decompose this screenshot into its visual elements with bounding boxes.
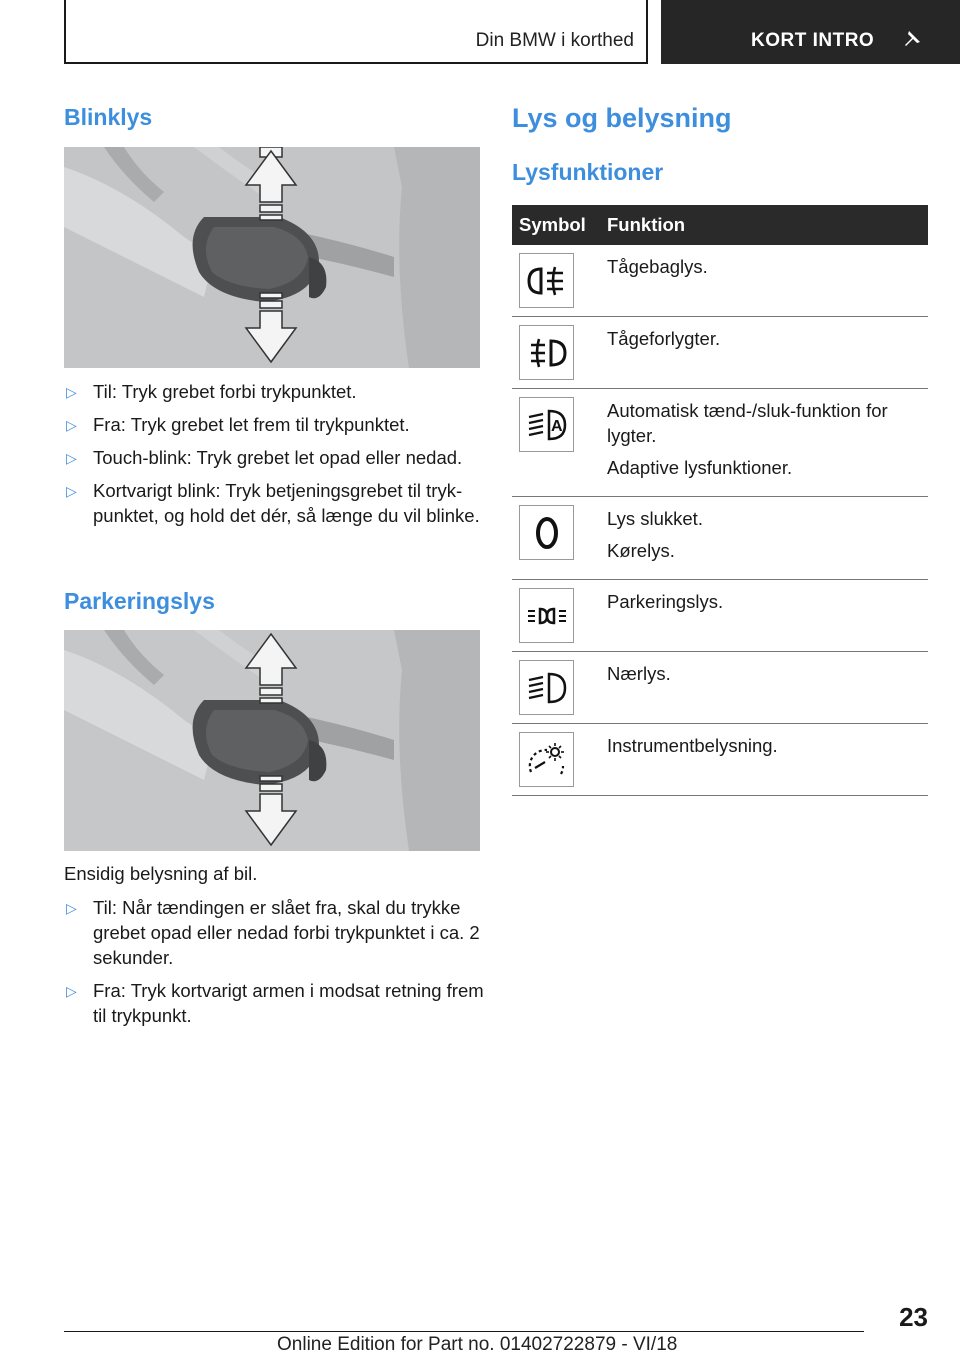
light-functions-table	[512, 205, 928, 796]
subsection-title: Lysfunktioner	[512, 159, 664, 185]
parking-light-lever-image	[64, 630, 480, 851]
table-header-row	[512, 205, 928, 245]
list-item: ▷ Til: Tryk grebet forbi trykpunktet.	[64, 379, 484, 404]
header-right-box	[661, 0, 960, 64]
header-left-box	[64, 0, 648, 64]
low-beam-icon	[519, 660, 574, 715]
page-number: 23	[899, 1302, 928, 1332]
automatic-headlight-icon	[519, 397, 574, 452]
lights-off-icon	[519, 505, 574, 560]
svg-text:A: A	[550, 417, 563, 435]
list-item: ▷ Fra: Tryk grebet let frem til trykpunktet.	[64, 412, 484, 437]
bullet-triangle-icon: ▷	[66, 417, 77, 433]
table-row: Tågeforlygter.	[512, 317, 928, 389]
table-row: Nærlys.	[512, 652, 928, 724]
instrument-lighting-icon	[519, 732, 574, 787]
section-title-blinklys: Blinklys	[64, 104, 153, 130]
footer-edition: Online Edition for Part no. 01402722879 - VI/18	[277, 1334, 678, 1355]
table-row: Tågebaglys.	[512, 245, 928, 317]
list-item: ▷ Til: Når tændingen er slået fra, skal du trykke grebet opad eller nedad forbi trykpunktet i ca. 2 sekunder.	[66, 897, 480, 968]
bullet-triangle-icon: ▷	[66, 983, 77, 999]
blinklys-list	[64, 379, 484, 536]
table-row: Instrumentbelysning.	[512, 724, 928, 796]
turn-signal-lever-image	[64, 147, 480, 368]
list-item: ▷ Kortvarigt blink: Tryk betjeningsgrebet til tryk-punktet, og hold det dér, så længe du vil blinke.	[66, 480, 480, 526]
parking-light-icon	[519, 588, 574, 643]
column-header-symbol: Symbol	[512, 205, 607, 245]
section-tab-title: KORT INTRO	[751, 30, 875, 51]
rear-fog-light-icon	[519, 253, 574, 308]
table-row: Parkeringslys.	[512, 580, 928, 652]
parkeringslys-list	[64, 895, 484, 1036]
page-title: Lys og belysning	[512, 103, 732, 133]
bullet-triangle-icon: ▷	[66, 483, 77, 499]
bullet-triangle-icon: ▷	[66, 900, 77, 916]
section-title-parkeringslys: Parkeringslys	[64, 588, 215, 614]
list-item: ▷ Fra: Tryk kortvarigt armen i modsat retning frem til trykpunkt.	[66, 980, 484, 1026]
footer-divider	[64, 1331, 864, 1332]
column-header-function: Funktion	[607, 205, 928, 245]
bullet-triangle-icon: ▷	[66, 384, 77, 400]
list-item: ▷ Touch-blink: Tryk grebet let opad eller nedad.	[64, 445, 484, 470]
front-fog-light-icon	[519, 325, 574, 380]
pin-icon	[901, 28, 923, 55]
table-row: Lys slukket. Kørelys.	[512, 497, 928, 580]
chapter-title: Din BMW i korthed	[475, 30, 634, 51]
bullet-triangle-icon: ▷	[66, 450, 77, 466]
table-row: A Automatisk tænd-/sluk-funktion for lygter. Adaptive lysfunktioner.	[512, 389, 928, 497]
parkeringslys-intro: Ensidig belysning af bil.	[64, 863, 258, 884]
